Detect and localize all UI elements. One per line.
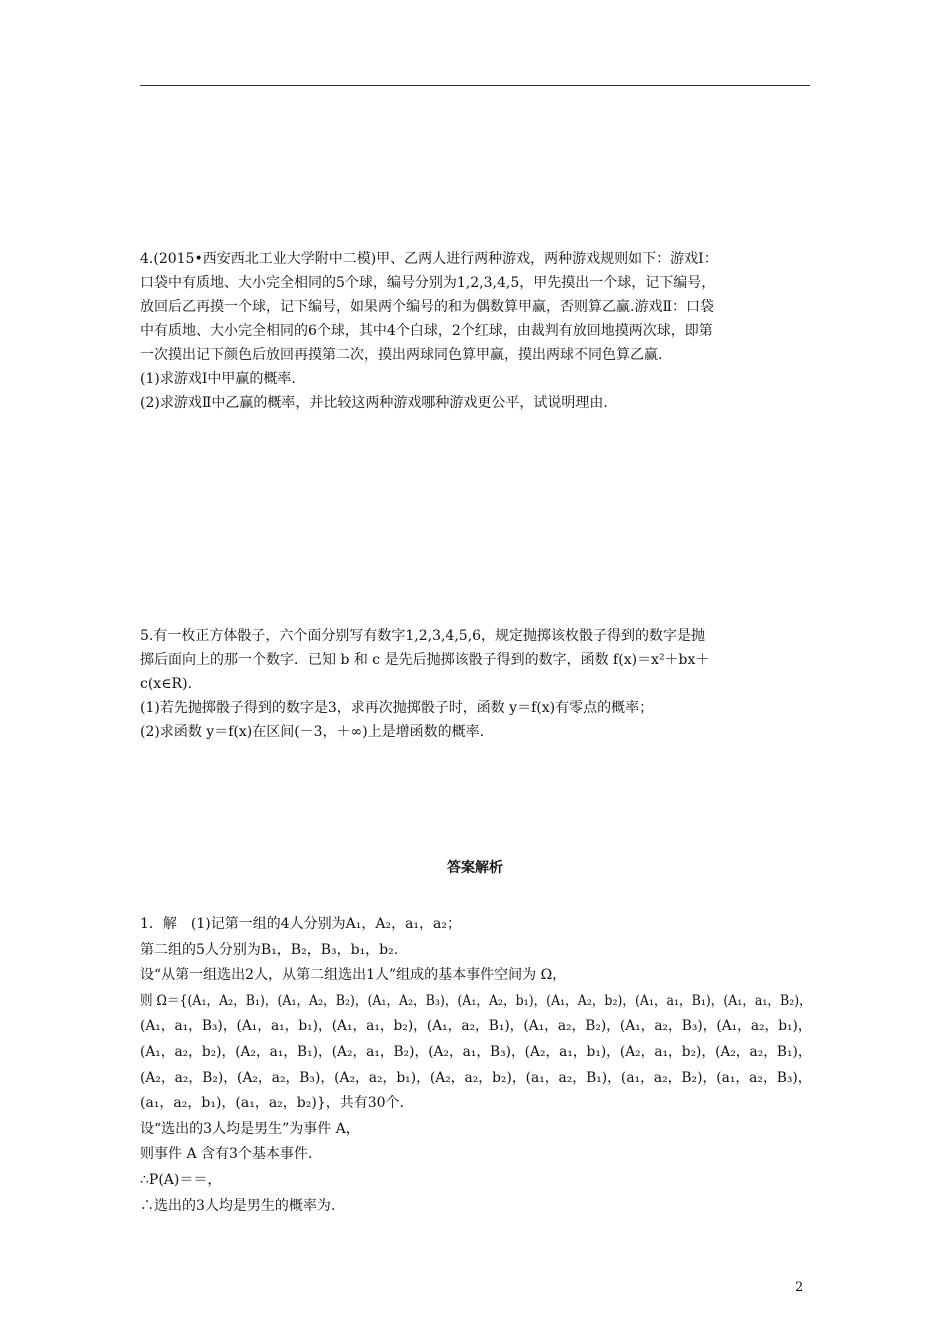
problem-line: 放回后乙再摸一个球，记下编号，如果两个编号的和为偶数算甲赢，否则算乙赢.游戏Ⅱ：口袋	[140, 299, 714, 315]
problem-line: (1)若先抛掷骰子得到的数字是3，求再次抛掷骰子时，函数 y＝f(x)有零点的概率；	[140, 700, 654, 716]
answer-line: 则事件 A 含有3个基本事件.	[140, 1146, 313, 1163]
answer-line: 设“选出的3人均是男生”为事件 A，	[140, 1120, 360, 1137]
problem-line: 5.有一枚正方体骰子，六个面分别写有数字1,2,3,4,5,6，规定抛掷该枚骰子得到的数字是抛	[140, 628, 706, 644]
problem-line: 掷后面向上的那一个数字．已知 b 和 c 是先后抛掷该骰子得到的数字，函数 f(x)＝x²＋bx＋	[140, 652, 710, 668]
problem-4	[140, 247, 812, 415]
problem-line: c(x∈R).	[140, 676, 193, 692]
answer-line: (a₁，a₂，b₁)，(a₁，a₂，b₂)}，共有30个.	[140, 1095, 405, 1112]
answer-analysis	[140, 912, 812, 1219]
answer-line: 第二组的5人分别为B₁，B₂，B₃，b₁，b₂.	[140, 941, 399, 958]
problem-5	[140, 624, 812, 744]
answer-line: (A₁，a₁，B₃)，(A₁，a₁，b₁)，(A₁，a₁，b₂)，(A₁，a₂，B₁)，(A₁，a₂，B₂)，(A₁，a₂，B₃)，(A₁，a₂，b₁)，	[140, 1018, 812, 1035]
problem-line: (1)求游戏Ⅰ中甲赢的概率.	[140, 371, 296, 387]
problem-line: 口袋中有质地、大小完全相同的5个球，编号分别为1,2,3,4,5，甲先摸出一个球，记下编号，	[140, 275, 716, 291]
answer-line: 1．解 (1)记第一组的4人分别为A₁，A₂，a₁，a₂；	[140, 916, 462, 932]
answer-line: ∴P(A)＝＝，	[140, 1171, 222, 1188]
answer-section-title: 答案解析	[447, 860, 503, 876]
header-rule	[140, 85, 810, 86]
answer-line: 设“从第一组选出2人，从第二组选出1人”组成的基本事件空间为 Ω，	[140, 967, 567, 984]
problem-line: 中有质地、大小完全相同的6个球，其中4个白球，2个红球，由裁判有放回地摸两次球，即第	[140, 323, 713, 339]
problem-line: (2)求函数 y＝f(x)在区间(－3，＋∞)上是增函数的概率.	[140, 724, 485, 740]
problem-line: 4.(2015•西安西北工业大学附中二模)甲、乙两人进行两种游戏，两种游戏规则如下：游戏Ⅰ：	[140, 251, 718, 267]
problem-line: (2)求游戏Ⅱ中乙赢的概率，并比较这两种游戏哪种游戏更公平，试说明理由.	[140, 395, 608, 411]
answer-line: 则 Ω＝{(A₁，A₂，B₁)，(A₁，A₂，B₂)，(A₁，A₂，B₃)，(A₁，A₂，b₁)，(A₁，A₂，b₂)，(A₁，a₁，B₁)，(A₁，a₁，B₂)，	[140, 992, 812, 1009]
page-number: 2	[795, 1280, 804, 1295]
answer-line: ∴选出的3人均是男生的概率为.	[140, 1197, 336, 1214]
answer-line: (A₂，a₂，B₂)，(A₂，a₂，B₃)，(A₂，a₂，b₁)，(A₂，a₂，b₂)，(a₁，a₂，B₁)，(a₁，a₂，B₂)，(a₁，a₂，B₃)，	[140, 1069, 812, 1086]
problem-line: 一次摸出记下颜色后放回再摸第二次，摸出两球同色算甲赢，摸出两球不同色算乙赢.	[140, 347, 663, 363]
answer-line: (A₁，a₂，b₂)，(A₂，a₁，B₁)，(A₂，a₁，B₂)，(A₂，a₁，B₃)，(A₂，a₁，b₁)，(A₂，a₁，b₂)，(A₂，a₂，B₁)，	[140, 1043, 812, 1060]
